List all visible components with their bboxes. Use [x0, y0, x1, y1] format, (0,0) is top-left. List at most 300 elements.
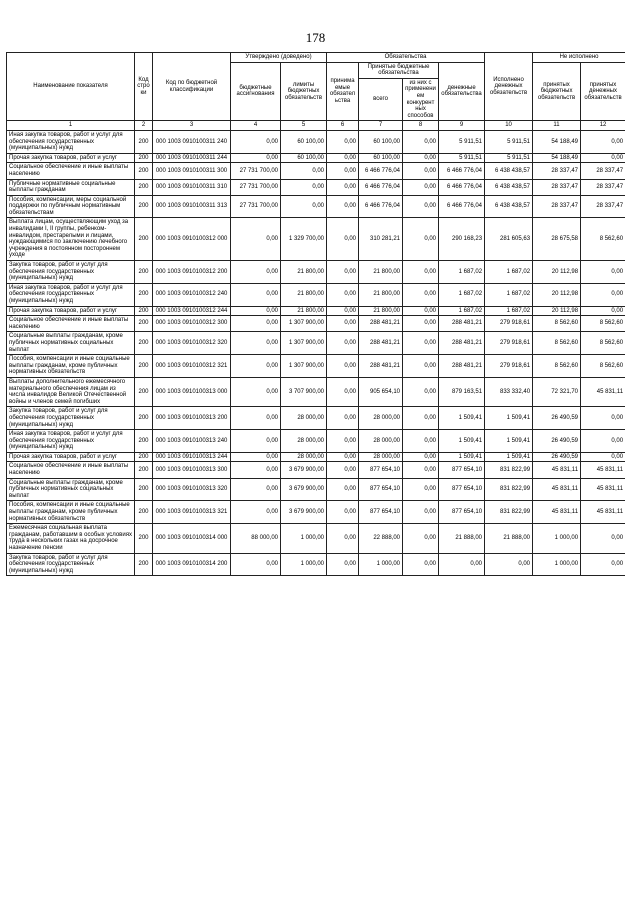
- limits-cell: 3 707 900,00: [281, 377, 327, 406]
- row-kbk-cell: 000 1003 0910100314 200: [153, 553, 231, 576]
- row-code-cell: 200: [135, 332, 153, 355]
- competitive-cell: 0,00: [403, 179, 439, 195]
- table-row: [7, 501, 626, 524]
- money-obligations-cell: 1 509,41: [439, 407, 485, 430]
- executed-money-cell: 1 509,41: [485, 430, 533, 453]
- table-row: [7, 218, 626, 261]
- budget-allocations-cell: 0,00: [231, 407, 281, 430]
- row-code-cell: 200: [135, 377, 153, 406]
- executed-money-cell: 281 605,63: [485, 218, 533, 261]
- assumed-obligations-cell: 0,00: [327, 261, 359, 284]
- page-number: 178: [305, 30, 326, 45]
- not-executed-budget-cell: 8 562,60: [533, 332, 581, 355]
- row-kbk-cell: 000 1003 0910100312 244: [153, 306, 231, 316]
- executed-money-cell: 1 687,02: [485, 261, 533, 284]
- limits-cell: 21 800,00: [281, 261, 327, 284]
- accepted-total-cell: 21 800,00: [359, 261, 403, 284]
- limits-cell: 1 307 900,00: [281, 316, 327, 332]
- row-name-cell: Социальное обеспечение и иные выплаты населению: [7, 163, 135, 179]
- row-code-cell: 200: [135, 218, 153, 261]
- column-index-row: [7, 121, 626, 131]
- header-accepted-money-obl: принятых денежных обязательств: [581, 62, 625, 121]
- row-kbk-cell: 000 1003 0910100312 240: [153, 283, 231, 306]
- table-row: [7, 332, 626, 355]
- competitive-cell: 0,00: [403, 524, 439, 553]
- column-index: 2: [135, 121, 153, 131]
- accepted-total-cell: 21 800,00: [359, 283, 403, 306]
- budget-table-container: [6, 52, 625, 900]
- assumed-obligations-cell: 0,00: [327, 524, 359, 553]
- table-row: [7, 377, 626, 406]
- money-obligations-cell: 1 687,02: [439, 283, 485, 306]
- table-row: [7, 430, 626, 453]
- accepted-total-cell: 877 654,10: [359, 478, 403, 501]
- row-kbk-cell: 000 1003 0910100313 200: [153, 407, 231, 430]
- row-name-cell: Иная закупка товаров, работ и услуг для обеспечения государственных (муниципальных) нужд: [7, 283, 135, 306]
- table-row: [7, 478, 626, 501]
- header-obligations: Обязательства: [327, 53, 485, 63]
- budget-execution-table: [6, 52, 625, 576]
- competitive-cell: 0,00: [403, 478, 439, 501]
- not-executed-budget-cell: 28 337,47: [533, 163, 581, 179]
- row-code-cell: 200: [135, 153, 153, 163]
- limits-cell: 1 000,00: [281, 553, 327, 576]
- competitive-cell: 0,00: [403, 452, 439, 462]
- not-executed-money-cell: 28 337,47: [581, 163, 625, 179]
- column-index: 11: [533, 121, 581, 131]
- money-obligations-cell: 21 888,00: [439, 524, 485, 553]
- assumed-obligations-cell: 0,00: [327, 452, 359, 462]
- not-executed-money-cell: 0,00: [581, 306, 625, 316]
- accepted-total-cell: 28 000,00: [359, 430, 403, 453]
- limits-cell: 1 307 900,00: [281, 332, 327, 355]
- competitive-cell: 0,00: [403, 283, 439, 306]
- assumed-obligations-cell: 0,00: [327, 163, 359, 179]
- row-kbk-cell: 000 1003 0910100312 300: [153, 316, 231, 332]
- competitive-cell: 0,00: [403, 553, 439, 576]
- row-code-cell: 200: [135, 355, 153, 378]
- money-obligations-cell: 5 911,51: [439, 130, 485, 153]
- competitive-cell: 0,00: [403, 407, 439, 430]
- row-name-cell: Публичные нормативные социальные выплаты гражданам: [7, 179, 135, 195]
- executed-money-cell: 831 822,99: [485, 501, 533, 524]
- table-row: [7, 261, 626, 284]
- not-executed-budget-cell: 28 337,47: [533, 179, 581, 195]
- row-name-cell: Закупка товаров, работ и услуг для обеспечения государственных (муниципальных) нужд: [7, 407, 135, 430]
- money-obligations-cell: 1 509,41: [439, 430, 485, 453]
- money-obligations-cell: 877 654,10: [439, 478, 485, 501]
- not-executed-money-cell: 8 562,60: [581, 355, 625, 378]
- money-obligations-cell: 0,00: [439, 553, 485, 576]
- accepted-total-cell: 21 800,00: [359, 306, 403, 316]
- executed-money-cell: 6 438 438,57: [485, 179, 533, 195]
- competitive-cell: 0,00: [403, 163, 439, 179]
- competitive-cell: 0,00: [403, 316, 439, 332]
- row-name-cell: Прочая закупка товаров, работ и услуг: [7, 452, 135, 462]
- not-executed-money-cell: 0,00: [581, 407, 625, 430]
- not-executed-budget-cell: 45 831,11: [533, 501, 581, 524]
- limits-cell: 28 000,00: [281, 430, 327, 453]
- header-not-executed: Не исполнено: [533, 53, 625, 63]
- budget-allocations-cell: 0,00: [231, 452, 281, 462]
- competitive-cell: 0,00: [403, 501, 439, 524]
- accepted-total-cell: 60 100,00: [359, 153, 403, 163]
- budget-allocations-cell: 0,00: [231, 283, 281, 306]
- row-code-cell: 200: [135, 261, 153, 284]
- row-name-cell: Социальные выплаты гражданам, кроме публичных нормативных социальных выплат: [7, 478, 135, 501]
- row-name-cell: Ежемесячная социальная выплата гражданам, работавшим в особых условиях труда в нескольких газах на досрочное назначение пенсии: [7, 524, 135, 553]
- row-name-cell: Пособия, компенсации и иные социальные выплаты гражданам, кроме публичных нормативных обязательств: [7, 501, 135, 524]
- accepted-total-cell: 288 481,21: [359, 355, 403, 378]
- table-row: [7, 316, 626, 332]
- accepted-total-cell: 22 888,00: [359, 524, 403, 553]
- accepted-total-cell: 6 466 776,04: [359, 179, 403, 195]
- budget-allocations-cell: 0,00: [231, 306, 281, 316]
- row-name-cell: Социальное обеспечение и иные выплаты населению: [7, 316, 135, 332]
- not-executed-budget-cell: 26 490,59: [533, 430, 581, 453]
- header-limits: лимиты бюджетных обязательств: [281, 62, 327, 121]
- row-name-cell: Закупка товаров, работ и услуг для обеспечения государственных (муниципальных) нужд: [7, 261, 135, 284]
- table-row: [7, 355, 626, 378]
- assumed-obligations-cell: 0,00: [327, 407, 359, 430]
- accepted-total-cell: 877 654,10: [359, 462, 403, 478]
- assumed-obligations-cell: 0,00: [327, 478, 359, 501]
- not-executed-budget-cell: 26 490,59: [533, 407, 581, 430]
- assumed-obligations-cell: 0,00: [327, 462, 359, 478]
- not-executed-budget-cell: 54 188,49: [533, 153, 581, 163]
- budget-allocations-cell: 0,00: [231, 355, 281, 378]
- not-executed-budget-cell: 20 112,98: [533, 261, 581, 284]
- header-executed-money: Исполнено денежных обязательств: [485, 53, 533, 121]
- accepted-total-cell: 877 654,10: [359, 501, 403, 524]
- row-kbk-cell: 000 1003 0910100313 000: [153, 377, 231, 406]
- not-executed-money-cell: 45 831,11: [581, 478, 625, 501]
- row-code-cell: 200: [135, 553, 153, 576]
- budget-allocations-cell: 0,00: [231, 501, 281, 524]
- limits-cell: 1 000,00: [281, 524, 327, 553]
- row-code-cell: 200: [135, 306, 153, 316]
- row-kbk-cell: 000 1003 0910100312 321: [153, 355, 231, 378]
- row-code-cell: 200: [135, 452, 153, 462]
- money-obligations-cell: 5 911,51: [439, 153, 485, 163]
- assumed-obligations-cell: 0,00: [327, 179, 359, 195]
- executed-money-cell: 279 918,61: [485, 332, 533, 355]
- limits-cell: 3 679 900,00: [281, 478, 327, 501]
- assumed-obligations-cell: 0,00: [327, 130, 359, 153]
- limits-cell: 21 800,00: [281, 306, 327, 316]
- row-code-cell: 200: [135, 462, 153, 478]
- limits-cell: 60 100,00: [281, 130, 327, 153]
- budget-allocations-cell: 27 731 700,00: [231, 195, 281, 218]
- accepted-total-cell: 28 000,00: [359, 452, 403, 462]
- table-row: [7, 179, 626, 195]
- column-index: 12: [581, 121, 625, 131]
- table-row: [7, 153, 626, 163]
- not-executed-money-cell: 45 831,11: [581, 501, 625, 524]
- competitive-cell: 0,00: [403, 306, 439, 316]
- competitive-cell: 0,00: [403, 462, 439, 478]
- row-name-cell: Закупка товаров, работ и услуг для обеспечения государственных (муниципальных) нужд: [7, 553, 135, 576]
- header-money-obligations: денежные обязательства: [439, 62, 485, 121]
- row-kbk-cell: 000 1003 0910100311 310: [153, 179, 231, 195]
- header-budget-allocations: бюджетные ассигнования: [231, 62, 281, 121]
- budget-allocations-cell: 27 731 700,00: [231, 163, 281, 179]
- not-executed-budget-cell: 20 112,98: [533, 283, 581, 306]
- row-kbk-cell: 000 1003 0910100314 000: [153, 524, 231, 553]
- header-code-row: Код строки: [135, 53, 153, 121]
- accepted-total-cell: 310 281,21: [359, 218, 403, 261]
- money-obligations-cell: 288 481,21: [439, 355, 485, 378]
- executed-money-cell: 1 509,41: [485, 452, 533, 462]
- row-name-cell: Выплаты дополнительного ежемесячного материального обеспечения лицам из числа инвалидов Великой Отечественной войны и членов семей погибших: [7, 377, 135, 406]
- money-obligations-cell: 877 654,10: [439, 501, 485, 524]
- executed-money-cell: 831 822,99: [485, 462, 533, 478]
- limits-cell: 0,00: [281, 195, 327, 218]
- accepted-total-cell: 288 481,21: [359, 332, 403, 355]
- column-index: 3: [153, 121, 231, 131]
- accepted-total-cell: 60 100,00: [359, 130, 403, 153]
- money-obligations-cell: 6 466 776,04: [439, 179, 485, 195]
- money-obligations-cell: 290 168,23: [439, 218, 485, 261]
- budget-allocations-cell: 0,00: [231, 462, 281, 478]
- limits-cell: 28 000,00: [281, 407, 327, 430]
- not-executed-budget-cell: 8 562,60: [533, 316, 581, 332]
- assumed-obligations-cell: 0,00: [327, 306, 359, 316]
- header-accepted-budget-obl: принятых бюджетных обязательств: [533, 62, 581, 121]
- limits-cell: 28 000,00: [281, 452, 327, 462]
- assumed-obligations-cell: 0,00: [327, 218, 359, 261]
- competitive-cell: 0,00: [403, 355, 439, 378]
- money-obligations-cell: 879 163,51: [439, 377, 485, 406]
- money-obligations-cell: 1 509,41: [439, 452, 485, 462]
- executed-money-cell: 833 332,40: [485, 377, 533, 406]
- executed-money-cell: 1 687,02: [485, 283, 533, 306]
- not-executed-money-cell: 0,00: [581, 283, 625, 306]
- assumed-obligations-cell: 0,00: [327, 195, 359, 218]
- column-index: 8: [403, 121, 439, 131]
- table-row: [7, 130, 626, 153]
- row-name-cell: Иная закупка товаров, работ и услуг для обеспечения государственных (муниципальных) нужд: [7, 430, 135, 453]
- table-row: [7, 407, 626, 430]
- not-executed-budget-cell: 28 337,47: [533, 195, 581, 218]
- not-executed-budget-cell: 45 831,11: [533, 478, 581, 501]
- column-index: 6: [327, 121, 359, 131]
- table-row: [7, 462, 626, 478]
- not-executed-money-cell: 0,00: [581, 524, 625, 553]
- not-executed-money-cell: 45 831,11: [581, 462, 625, 478]
- not-executed-budget-cell: 1 000,00: [533, 553, 581, 576]
- executed-money-cell: 279 918,61: [485, 316, 533, 332]
- accepted-total-cell: 6 466 776,04: [359, 195, 403, 218]
- budget-allocations-cell: 0,00: [231, 218, 281, 261]
- executed-money-cell: 6 438 438,57: [485, 163, 533, 179]
- not-executed-money-cell: 8 562,60: [581, 218, 625, 261]
- assumed-obligations-cell: 0,00: [327, 316, 359, 332]
- executed-money-cell: 0,00: [485, 553, 533, 576]
- assumed-obligations-cell: 0,00: [327, 355, 359, 378]
- header-name: Наименование показателя: [7, 53, 135, 121]
- assumed-obligations-cell: 0,00: [327, 377, 359, 406]
- row-kbk-cell: 000 1003 0910100311 244: [153, 153, 231, 163]
- row-name-cell: Пособия, компенсации и иные социальные выплаты гражданам, кроме публичных нормативных обязательств: [7, 355, 135, 378]
- header-competitive: из них с применением конкурентных способов: [403, 78, 439, 121]
- row-code-cell: 200: [135, 283, 153, 306]
- accepted-total-cell: 28 000,00: [359, 407, 403, 430]
- budget-allocations-cell: 0,00: [231, 153, 281, 163]
- assumed-obligations-cell: 0,00: [327, 332, 359, 355]
- not-executed-money-cell: 0,00: [581, 130, 625, 153]
- money-obligations-cell: 877 654,10: [439, 462, 485, 478]
- row-name-cell: Выплата лицам, осуществляющим уход за инвалидами I, II группы, ребенком-инвалидом, престарелыми и лицами, нуждающимися по заключению лечебного учреждения в постоянном постороннем уходе: [7, 218, 135, 261]
- executed-money-cell: 5 911,51: [485, 130, 533, 153]
- column-index: 9: [439, 121, 485, 131]
- executed-money-cell: 831 822,99: [485, 478, 533, 501]
- not-executed-budget-cell: 45 831,11: [533, 462, 581, 478]
- budget-allocations-cell: 0,00: [231, 332, 281, 355]
- executed-money-cell: 279 918,61: [485, 355, 533, 378]
- not-executed-budget-cell: 54 188,49: [533, 130, 581, 153]
- money-obligations-cell: 6 466 776,04: [439, 195, 485, 218]
- not-executed-money-cell: 8 562,60: [581, 316, 625, 332]
- not-executed-budget-cell: 8 562,60: [533, 355, 581, 378]
- row-name-cell: Прочая закупка товаров, работ и услуг: [7, 306, 135, 316]
- row-kbk-cell: 000 1003 0910100313 321: [153, 501, 231, 524]
- row-code-cell: 200: [135, 501, 153, 524]
- limits-cell: 60 100,00: [281, 153, 327, 163]
- column-index: 4: [231, 121, 281, 131]
- competitive-cell: 0,00: [403, 261, 439, 284]
- executed-money-cell: 21 888,00: [485, 524, 533, 553]
- row-kbk-cell: 000 1003 0910100312 320: [153, 332, 231, 355]
- budget-allocations-cell: 0,00: [231, 553, 281, 576]
- not-executed-money-cell: 28 337,47: [581, 179, 625, 195]
- row-name-cell: Прочая закупка товаров, работ и услуг: [7, 153, 135, 163]
- money-obligations-cell: 288 481,21: [439, 332, 485, 355]
- header-accepted-budget: Принятые бюджетные обязательства: [359, 62, 439, 78]
- header-assumed-obligations: принимаемые обязательства: [327, 62, 359, 121]
- row-name-cell: Иная закупка товаров, работ и услуг для обеспечения государственных (муниципальных) нужд: [7, 130, 135, 153]
- header-budget-code: Код по бюджетной классификации: [153, 53, 231, 121]
- budget-allocations-cell: 0,00: [231, 430, 281, 453]
- competitive-cell: 0,00: [403, 195, 439, 218]
- not-executed-money-cell: 8 562,60: [581, 332, 625, 355]
- row-code-cell: 200: [135, 316, 153, 332]
- table-row: [7, 452, 626, 462]
- row-kbk-cell: 000 1003 0910100313 240: [153, 430, 231, 453]
- accepted-total-cell: 905 654,10: [359, 377, 403, 406]
- row-kbk-cell: 000 1003 0910100313 300: [153, 462, 231, 478]
- budget-allocations-cell: 0,00: [231, 478, 281, 501]
- row-kbk-cell: 000 1003 0910100312 200: [153, 261, 231, 284]
- table-row: [7, 163, 626, 179]
- competitive-cell: 0,00: [403, 430, 439, 453]
- money-obligations-cell: 1 687,02: [439, 261, 485, 284]
- budget-allocations-cell: 88 000,00: [231, 524, 281, 553]
- competitive-cell: 0,00: [403, 153, 439, 163]
- budget-allocations-cell: 0,00: [231, 130, 281, 153]
- money-obligations-cell: 6 466 776,04: [439, 163, 485, 179]
- limits-cell: 0,00: [281, 179, 327, 195]
- row-kbk-cell: 000 1003 0910100313 244: [153, 452, 231, 462]
- row-code-cell: 200: [135, 524, 153, 553]
- row-code-cell: 200: [135, 163, 153, 179]
- limits-cell: 3 679 900,00: [281, 462, 327, 478]
- assumed-obligations-cell: 0,00: [327, 430, 359, 453]
- row-code-cell: 200: [135, 179, 153, 195]
- assumed-obligations-cell: 0,00: [327, 553, 359, 576]
- competitive-cell: 0,00: [403, 332, 439, 355]
- not-executed-budget-cell: 28 675,58: [533, 218, 581, 261]
- row-kbk-cell: 000 1003 0910100311 313: [153, 195, 231, 218]
- accepted-total-cell: 288 481,21: [359, 316, 403, 332]
- table-row: [7, 553, 626, 576]
- budget-allocations-cell: 0,00: [231, 377, 281, 406]
- competitive-cell: 0,00: [403, 130, 439, 153]
- competitive-cell: 0,00: [403, 218, 439, 261]
- header-total: всего: [359, 78, 403, 121]
- not-executed-money-cell: 0,00: [581, 553, 625, 576]
- row-code-cell: 200: [135, 195, 153, 218]
- not-executed-money-cell: 28 337,47: [581, 195, 625, 218]
- row-kbk-cell: 000 1003 0910100311 300: [153, 163, 231, 179]
- column-index: 7: [359, 121, 403, 131]
- row-kbk-cell: 000 1003 0910100312 000: [153, 218, 231, 261]
- accepted-total-cell: 6 466 776,04: [359, 163, 403, 179]
- executed-money-cell: 1 687,02: [485, 306, 533, 316]
- table-row: [7, 306, 626, 316]
- executed-money-cell: 1 509,41: [485, 407, 533, 430]
- table-row: [7, 283, 626, 306]
- column-index: 1: [7, 121, 135, 131]
- not-executed-money-cell: 0,00: [581, 430, 625, 453]
- table-row: [7, 524, 626, 553]
- column-index: 5: [281, 121, 327, 131]
- limits-cell: 0,00: [281, 163, 327, 179]
- row-code-cell: 200: [135, 407, 153, 430]
- header-approved: Утверждено (доведено): [231, 53, 327, 63]
- accepted-total-cell: 1 000,00: [359, 553, 403, 576]
- not-executed-money-cell: 0,00: [581, 153, 625, 163]
- row-name-cell: Социальное обеспечение и иные выплаты населению: [7, 462, 135, 478]
- not-executed-budget-cell: 72 321,70: [533, 377, 581, 406]
- assumed-obligations-cell: 0,00: [327, 153, 359, 163]
- assumed-obligations-cell: 0,00: [327, 501, 359, 524]
- row-code-cell: 200: [135, 430, 153, 453]
- limits-cell: 21 800,00: [281, 283, 327, 306]
- budget-allocations-cell: 0,00: [231, 316, 281, 332]
- limits-cell: 3 679 900,00: [281, 501, 327, 524]
- row-code-cell: 200: [135, 130, 153, 153]
- executed-money-cell: 6 438 438,57: [485, 195, 533, 218]
- table-row: [7, 195, 626, 218]
- limits-cell: 1 329 700,00: [281, 218, 327, 261]
- row-name-cell: Социальные выплаты гражданам, кроме публичных нормативных социальных выплат: [7, 332, 135, 355]
- money-obligations-cell: 1 687,02: [439, 306, 485, 316]
- not-executed-budget-cell: 1 000,00: [533, 524, 581, 553]
- not-executed-budget-cell: 20 112,98: [533, 306, 581, 316]
- not-executed-money-cell: 45 831,11: [581, 377, 625, 406]
- budget-allocations-cell: 27 731 700,00: [231, 179, 281, 195]
- not-executed-budget-cell: 26 490,59: [533, 452, 581, 462]
- column-index: 10: [485, 121, 533, 131]
- assumed-obligations-cell: 0,00: [327, 283, 359, 306]
- row-code-cell: 200: [135, 478, 153, 501]
- competitive-cell: 0,00: [403, 377, 439, 406]
- limits-cell: 1 307 900,00: [281, 355, 327, 378]
- executed-money-cell: 5 911,51: [485, 153, 533, 163]
- row-name-cell: Пособия, компенсации, меры социальной поддержки по публичным нормативным обязательствам: [7, 195, 135, 218]
- row-kbk-cell: 000 1003 0910100311 240: [153, 130, 231, 153]
